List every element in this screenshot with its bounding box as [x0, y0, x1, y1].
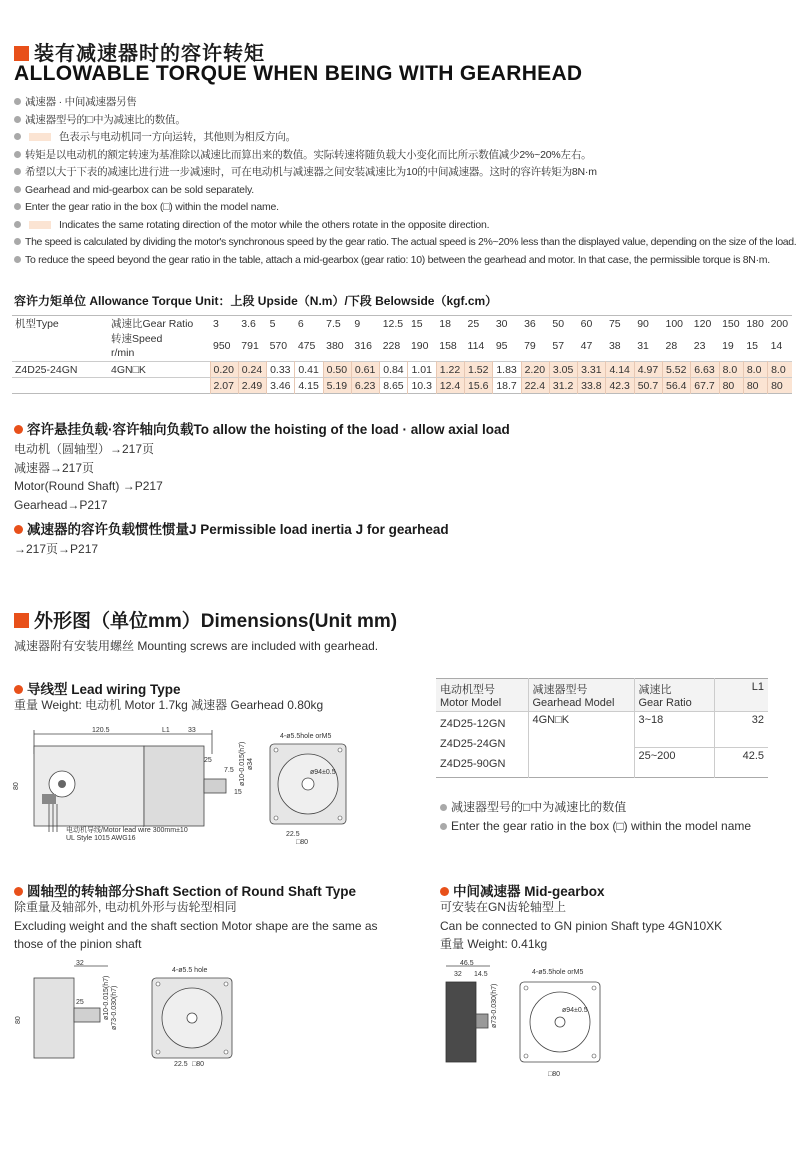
- ratio-cell: 18: [436, 316, 464, 332]
- col-gearhead-model-cn: 减速器型号: [532, 684, 588, 696]
- speed-cell: 114: [465, 332, 493, 362]
- torque-cell: 0.50: [323, 362, 351, 378]
- dim-shaft-73: ø73-0.030(h7): [111, 985, 118, 1030]
- note-item: The speed is calculated by dividing the motor's synchronous speed by the gear ratio. The actual speed is 2%~20% less than the displayed value, depending on the size of the load.: [14, 234, 796, 252]
- bullet-icon: [14, 221, 21, 228]
- mid-gearbox-title: 中间减速器 Mid-gearbox: [440, 880, 605, 900]
- dim-80: 80: [13, 782, 20, 790]
- same-direction-swatch-icon: [29, 221, 51, 229]
- hole-label: 4-ø5.5hole orM5: [280, 733, 332, 740]
- round-shaft-line: 除重量及轴部外, 电动机外形与齿轮型相同: [14, 900, 237, 914]
- col-gear-ratio-en: Gear Ratio: [638, 697, 692, 709]
- torque-cell: 4.97: [634, 362, 662, 378]
- dim-shaft-10: ø10-0.015(h7): [239, 741, 246, 786]
- col-motor-model-cn: 电动机型号: [440, 684, 495, 696]
- dim-120-5: 120.5: [92, 727, 110, 734]
- lead-type-weight: 重量 Weight: 电动机 Motor 1.7kg 减速器 Gearhead 0.80kg: [14, 698, 324, 712]
- torque-cell: 22.4: [521, 378, 549, 394]
- torque-table: [12, 315, 792, 394]
- torque-cell: 2.49: [238, 378, 266, 394]
- bullet-icon: [14, 887, 23, 896]
- speed-cell: 38: [606, 332, 634, 362]
- torque-cell: 0.61: [351, 362, 379, 378]
- dim-22-5: 22.5: [286, 831, 300, 838]
- mid-gearbox-line: 可安装在GN齿轮轴型上: [440, 900, 567, 914]
- gearhead-cell: 4GN□K: [108, 362, 210, 378]
- torque-cell: 1.52: [465, 362, 493, 378]
- col-gear-ratio: 减速比Gear Ratio: [108, 316, 210, 332]
- bullet-icon: [14, 133, 21, 140]
- dim-square-80: □80: [296, 839, 309, 846]
- ratio-cell: 5: [267, 316, 295, 332]
- torque-cell: 1.01: [408, 362, 436, 378]
- torque-cell: 80: [743, 378, 767, 394]
- round-shaft-desc: [14, 898, 378, 954]
- load-ref-line: 电动机（圆轴型）→217页: [14, 442, 155, 456]
- torque-cell: 42.3: [606, 378, 634, 394]
- speed-cell: 28: [663, 332, 691, 362]
- dim-33: 33: [188, 727, 196, 734]
- dim-15: 15: [234, 789, 242, 796]
- note-item: 色表示与电动机同一方向运转，其他则为相反方向。: [14, 129, 796, 147]
- torque-cell: 0.20: [210, 362, 238, 378]
- torque-cell: 8.0: [743, 362, 767, 378]
- model-cell: [12, 378, 108, 394]
- bullet-icon: [14, 116, 21, 123]
- l1-b: 42.5: [742, 750, 764, 762]
- pcd-label: ø94±0.5: [310, 769, 336, 776]
- mid-gearbox-drawing: [436, 958, 616, 1080]
- torque-cell: 80: [768, 378, 792, 394]
- col-gear-ratio-cn: 减速比: [638, 684, 672, 696]
- bullet-icon: [14, 256, 21, 263]
- dim-square-80: □80: [548, 1071, 561, 1078]
- ratio-cell: 12.5: [380, 316, 408, 332]
- torque-row: [12, 378, 792, 394]
- torque-cell: 3.46: [267, 378, 295, 394]
- hole-label: 4-ø5.5hole orM5: [532, 969, 584, 976]
- lead-wiring-drawing: [12, 724, 352, 852]
- round-shaft-title: 圆轴型的转轴部分Shaft Section of Round Shaft Type: [14, 880, 356, 900]
- speed-cell: 380: [323, 332, 351, 362]
- blank-cell: [12, 332, 108, 362]
- col-speed: [108, 332, 210, 362]
- speed-cell: 950: [210, 332, 238, 362]
- hole-label: 4-ø5.5 hole: [172, 967, 208, 974]
- note-item: Indicates the same rotating direction of the motor while the others rotate in the opposite direction.: [14, 217, 796, 235]
- col-type: 机型Type: [12, 316, 108, 332]
- pcd-label: ø94±0.5: [562, 1007, 588, 1014]
- same-direction-swatch-icon: [29, 133, 51, 141]
- ratio-cell: 90: [634, 316, 662, 332]
- dim-l1: L1: [162, 727, 170, 734]
- bullet-icon: [14, 238, 21, 245]
- speed-cell: 158: [436, 332, 464, 362]
- speed-cell: 228: [380, 332, 408, 362]
- torque-cell: 33.8: [578, 378, 606, 394]
- model-table-notes: [440, 798, 751, 835]
- bullet-icon: [440, 804, 447, 811]
- torque-cell: 31.2: [549, 378, 577, 394]
- torque-cell: 0.84: [380, 362, 408, 378]
- ratio-cell: 25: [465, 316, 493, 332]
- note-item: Enter the gear ratio in the box (□) within the model name.: [14, 199, 796, 217]
- ratio-cell: 15: [408, 316, 436, 332]
- torque-cell: 8.0: [719, 362, 743, 378]
- torque-cell: 3.05: [549, 362, 577, 378]
- bullet-icon: [14, 151, 21, 158]
- speed-cell: 14: [768, 332, 792, 362]
- dim-square-80: □80: [192, 1061, 205, 1068]
- dim-shaft-34: ø34: [247, 757, 254, 770]
- torque-cell: 10.3: [408, 378, 436, 394]
- motor-model: Z4D25-24GN: [440, 738, 506, 750]
- speed-cell: 791: [238, 332, 266, 362]
- bullet-icon: [14, 525, 23, 534]
- note-item: 减速器型号的□中为减速比的数值: [440, 798, 751, 817]
- dim-25: 25: [204, 757, 212, 764]
- torque-cell: 56.4: [663, 378, 691, 394]
- bullet-icon: [14, 685, 23, 694]
- motor-model: Z4D25-12GN: [440, 718, 506, 730]
- round-shaft-line: those of the pinion shaft: [14, 937, 142, 951]
- l1-a: 32: [751, 714, 764, 726]
- speed-cell: 570: [267, 332, 295, 362]
- torque-cell: 67.7: [691, 378, 719, 394]
- motor-model: Z4D25-90GN: [440, 758, 506, 770]
- note-item: Gearhead and mid-gearbox can be sold separately.: [14, 182, 796, 200]
- dim-46-5: 46.5: [460, 960, 474, 967]
- col-motor-model-en: Motor Model: [440, 697, 502, 709]
- dim-22-5: 22.5: [174, 1061, 188, 1068]
- dim-32: 32: [454, 971, 462, 978]
- speed-cell: 47: [578, 332, 606, 362]
- ratio-cell: 36: [521, 316, 549, 332]
- torque-unit-heading: 容许力矩单位 Allowance Torque Unit：上段 Upside（N.m）/下段 Belowside（kgf.cm）: [14, 294, 498, 308]
- dim-14-5: 14.5: [474, 971, 488, 978]
- round-shaft-drawing: [12, 958, 252, 1068]
- gearhead-model: 4GN□K: [528, 712, 634, 778]
- load-title: 容许悬挂负载·容许轴向负载To allow the hoisting of the load · allow axial load: [14, 418, 510, 438]
- mid-gearbox-line: 重量 Weight: 0.41kg: [440, 937, 548, 951]
- gearhead-cell: [108, 378, 210, 394]
- torque-cell: 0.41: [295, 362, 323, 378]
- dim-32: 32: [76, 960, 84, 967]
- mid-gearbox-line: Can be connected to GN pinion Shaft type 4GN10XK: [440, 918, 723, 933]
- ratio-cell: 100: [663, 316, 691, 332]
- load-refs: [14, 440, 163, 514]
- speed-cell: 23: [691, 332, 719, 362]
- note-item: To reduce the speed beyond the gear ratio in the table, attach a mid-gearbox (gear ratio: 10) between the gearhead and motor. In that case, the permissible torque is 8N·m.: [14, 252, 796, 270]
- torque-cell: 80: [719, 378, 743, 394]
- dim-80: 80: [15, 1016, 22, 1024]
- note-item: Enter the gear ratio in the box (□) within the model name: [440, 817, 751, 836]
- torque-cell: 2.07: [210, 378, 238, 394]
- torque-cell: 4.14: [606, 362, 634, 378]
- ratio-cell: 120: [691, 316, 719, 332]
- ratio-cell: 3: [210, 316, 238, 332]
- speed-unit: r/min: [111, 347, 135, 360]
- load-ref-line: 减速器→217页: [14, 460, 95, 475]
- col-l1: L1: [751, 681, 764, 693]
- model-table: [436, 678, 768, 778]
- bullet-icon: [14, 98, 21, 105]
- torque-cell: 18.7: [493, 378, 521, 394]
- ratio-cell: 9: [351, 316, 379, 332]
- mid-gearbox-desc: [440, 898, 722, 954]
- torque-cell: 0.33: [267, 362, 295, 378]
- load-ref-line: Motor(Round Shaft) →P217: [14, 479, 163, 493]
- lead-wire-ul: UL Style 1015 AWG16: [66, 835, 136, 842]
- bullet-icon: [14, 168, 21, 175]
- bullet-icon: [14, 203, 21, 210]
- torque-cell: 4.15: [295, 378, 323, 394]
- model-cell: Z4D25-24GN: [12, 362, 108, 378]
- mounting-screws-note: 减速器附有安装用螺丝 Mounting screws are included with gearhead.: [14, 639, 379, 653]
- note-item: 减速器型号的□中为减速比的数值。: [14, 112, 796, 130]
- torque-cell: 6.23: [351, 378, 379, 394]
- torque-title-cn: 装有减速器时的容许转矩: [14, 37, 265, 66]
- ratio-cell: 30: [493, 316, 521, 332]
- ratio-cell: 150: [719, 316, 743, 332]
- note-item: 转矩是以电动机的额定转速为基准除以减速比而算出来的数值。实际转速将随负载大小变化而比所示数值减少2%~20%左右。: [14, 147, 796, 165]
- ratio-cell: 50: [549, 316, 577, 332]
- speed-cell: 316: [351, 332, 379, 362]
- note-item: 减速器 · 中间减速器另售: [14, 94, 796, 112]
- torque-cell: 0.24: [238, 362, 266, 378]
- bullet-icon: [440, 823, 447, 830]
- speed-cell: 95: [493, 332, 521, 362]
- dims-title: 外形图（单位mm）Dimensions(Unit mm): [14, 606, 397, 633]
- section-square-icon: [14, 613, 29, 628]
- speed-cell: 190: [408, 332, 436, 362]
- torque-notes: [14, 94, 796, 269]
- ratio-cell: 200: [768, 316, 792, 332]
- ratio-cell: 180: [743, 316, 767, 332]
- torque-cell: 3.31: [578, 362, 606, 378]
- bullet-icon: [14, 425, 23, 434]
- speed-row: [12, 332, 792, 362]
- speed-cell: 19: [719, 332, 743, 362]
- torque-cell: 12.4: [436, 378, 464, 394]
- lead-type-title: 导线型 Lead wiring Type: [14, 678, 181, 698]
- speed-cell: 15: [743, 332, 767, 362]
- torque-cell: 2.20: [521, 362, 549, 378]
- ratio-cell: 7.5: [323, 316, 351, 332]
- speed-cell: 57: [549, 332, 577, 362]
- torque-cell: 5.19: [323, 378, 351, 394]
- torque-cell: 8.65: [380, 378, 408, 394]
- torque-cell: 5.52: [663, 362, 691, 378]
- speed-cell: 475: [295, 332, 323, 362]
- torque-cell: 1.22: [436, 362, 464, 378]
- torque-cell: 50.7: [634, 378, 662, 394]
- inertia-title: 减速器的容许负载惯性惯量J Permissible load inertia J for gearhead: [14, 518, 449, 538]
- lead-wire-spec: 电动机导线/Motor lead wire 300mm±10: [66, 827, 188, 834]
- inertia-ref: →217页→P217: [14, 542, 99, 556]
- round-shaft-line: Excluding weight and the shaft section Motor shape are the same as: [14, 918, 378, 933]
- bullet-icon: [440, 887, 449, 896]
- col-gearhead-model-en: Gearhead Model: [532, 697, 615, 709]
- dim-7-5: 7.5: [224, 767, 234, 774]
- section-square-icon: [14, 46, 29, 61]
- ratio-range-a: 3~18: [634, 712, 714, 748]
- torque-row: [12, 362, 792, 378]
- ratio-row: [12, 316, 792, 332]
- load-ref-line: Gearhead→P217: [14, 497, 108, 512]
- dim-25: 25: [76, 999, 84, 1006]
- torque-title-en: ALLOWABLE TORQUE WHEN BEING WITH GEARHEAD: [14, 62, 583, 85]
- ratio-range-b: 25~200: [634, 748, 714, 778]
- speed-cell: 31: [634, 332, 662, 362]
- speed-label: 转速Speed: [111, 333, 163, 346]
- speed-cell: 79: [521, 332, 549, 362]
- ratio-cell: 60: [578, 316, 606, 332]
- ratio-cell: 3.6: [238, 316, 266, 332]
- torque-cell: 15.6: [465, 378, 493, 394]
- torque-cell: 1.83: [493, 362, 521, 378]
- ratio-cell: 75: [606, 316, 634, 332]
- bullet-icon: [14, 186, 21, 193]
- note-item: 希望以大于下表的减速比进行进一步减速时，可在电动机与减速器之间安装减速比为10的中间减速器。这时的容许转矩为8N·m: [14, 164, 796, 182]
- dim-shaft-10: ø10-0.015(h7): [103, 975, 110, 1020]
- ratio-cell: 6: [295, 316, 323, 332]
- torque-cell: 6.63: [691, 362, 719, 378]
- torque-cell: 8.0: [768, 362, 792, 378]
- dim-shaft-73: ø73-0.030(h7): [491, 983, 498, 1028]
